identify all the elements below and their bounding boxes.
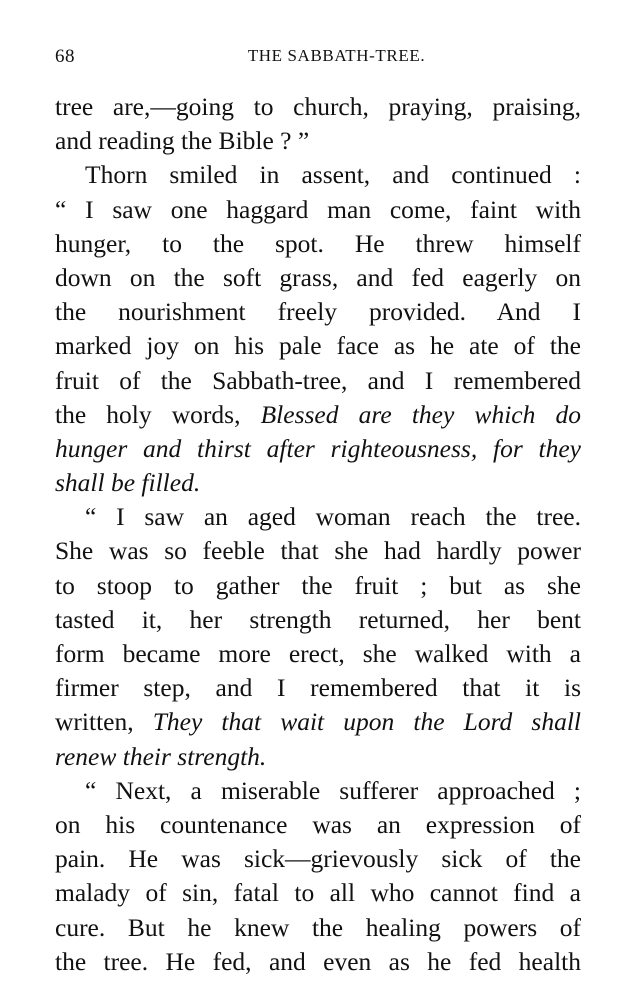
italic-quotation: Blessed are they which do bbox=[260, 399, 581, 429]
text-line-content: down on the soft grass, and fed eagerly on bbox=[55, 262, 581, 292]
text-line-content: the tree. He fed, and even as he fed health bbox=[55, 946, 581, 976]
text-line bbox=[55, 398, 581, 432]
text-line-content: firmer step, and I remembered that it is bbox=[55, 673, 581, 703]
text-line-content: Thorn smiled in assent, and continued : bbox=[85, 160, 581, 190]
text-line bbox=[55, 705, 581, 739]
text-line bbox=[55, 193, 581, 227]
text-line bbox=[55, 124, 581, 158]
text-line bbox=[55, 945, 581, 979]
text-line-content: form became more erect, she walked with a bbox=[55, 639, 581, 668]
text-line bbox=[55, 432, 581, 466]
text-line-content: tasted it, her strength returned, her bent bbox=[55, 604, 581, 634]
text-line-content: cure. But he knew the healing powers of bbox=[55, 912, 581, 942]
page-number: 68 bbox=[55, 46, 75, 67]
text-line bbox=[55, 364, 581, 398]
text-line bbox=[55, 534, 581, 568]
text-line-content: pain. He was sick—grievously sick of the bbox=[55, 844, 581, 874]
page-header bbox=[55, 46, 578, 76]
text-line bbox=[55, 911, 581, 945]
text-line-content: fruit of the Sabbath-tree, and I remembered bbox=[55, 365, 581, 395]
text-line bbox=[55, 466, 581, 500]
text-line bbox=[55, 808, 581, 842]
text-line-content: written, bbox=[55, 707, 153, 737]
text-line bbox=[55, 671, 581, 705]
text-line-content: shall be filled. bbox=[55, 468, 201, 498]
text-line-content: marked joy on his pale face as he ate of the bbox=[55, 331, 581, 361]
text-line-content: to stoop to gather the fruit ; but as she bbox=[55, 570, 581, 600]
text-line bbox=[55, 876, 581, 910]
text-line-content: “ Next, a miserable sufferer approached ; bbox=[85, 775, 581, 805]
text-line bbox=[55, 295, 581, 329]
text-line bbox=[55, 90, 581, 124]
text-line-content: “ I saw an aged woman reach the tree. bbox=[85, 502, 581, 532]
running-title: THE SABBATH-TREE. bbox=[247, 46, 426, 65]
text-line-content: renew their strength. bbox=[55, 741, 267, 771]
text-line bbox=[55, 158, 581, 192]
text-line bbox=[55, 740, 581, 774]
text-line bbox=[55, 227, 581, 261]
text-line bbox=[55, 500, 581, 534]
text-line-content: hunger and thirst after righteousness, for they bbox=[55, 433, 581, 463]
text-line bbox=[55, 774, 581, 808]
italic-quotation: They that wait upon the Lord shall bbox=[152, 707, 582, 737]
text-line-content: hunger, to the spot. He threw himself bbox=[55, 228, 581, 258]
text-line-content: on his countenance was an expression of bbox=[55, 809, 581, 839]
text-line-content: She was so feeble that she had hardly power bbox=[55, 536, 581, 566]
text-line-content: tree are,—going to church, praying, praising, bbox=[55, 92, 581, 121]
text-line bbox=[55, 569, 581, 603]
text-line bbox=[55, 329, 581, 363]
text-line-content: and reading the Bible ? ” bbox=[55, 126, 310, 156]
text-line bbox=[55, 842, 581, 876]
body-text bbox=[55, 90, 581, 979]
text-line bbox=[55, 261, 581, 295]
text-line bbox=[55, 637, 581, 671]
text-line-content: the nourishment freely provided. And I bbox=[55, 297, 581, 327]
text-line bbox=[55, 603, 581, 637]
text-line-content: malady of sin, fatal to all who cannot find a bbox=[55, 878, 581, 908]
text-line-content: the holy words, bbox=[55, 399, 261, 429]
text-line-content: “ I saw one haggard man come, faint with bbox=[55, 194, 581, 224]
